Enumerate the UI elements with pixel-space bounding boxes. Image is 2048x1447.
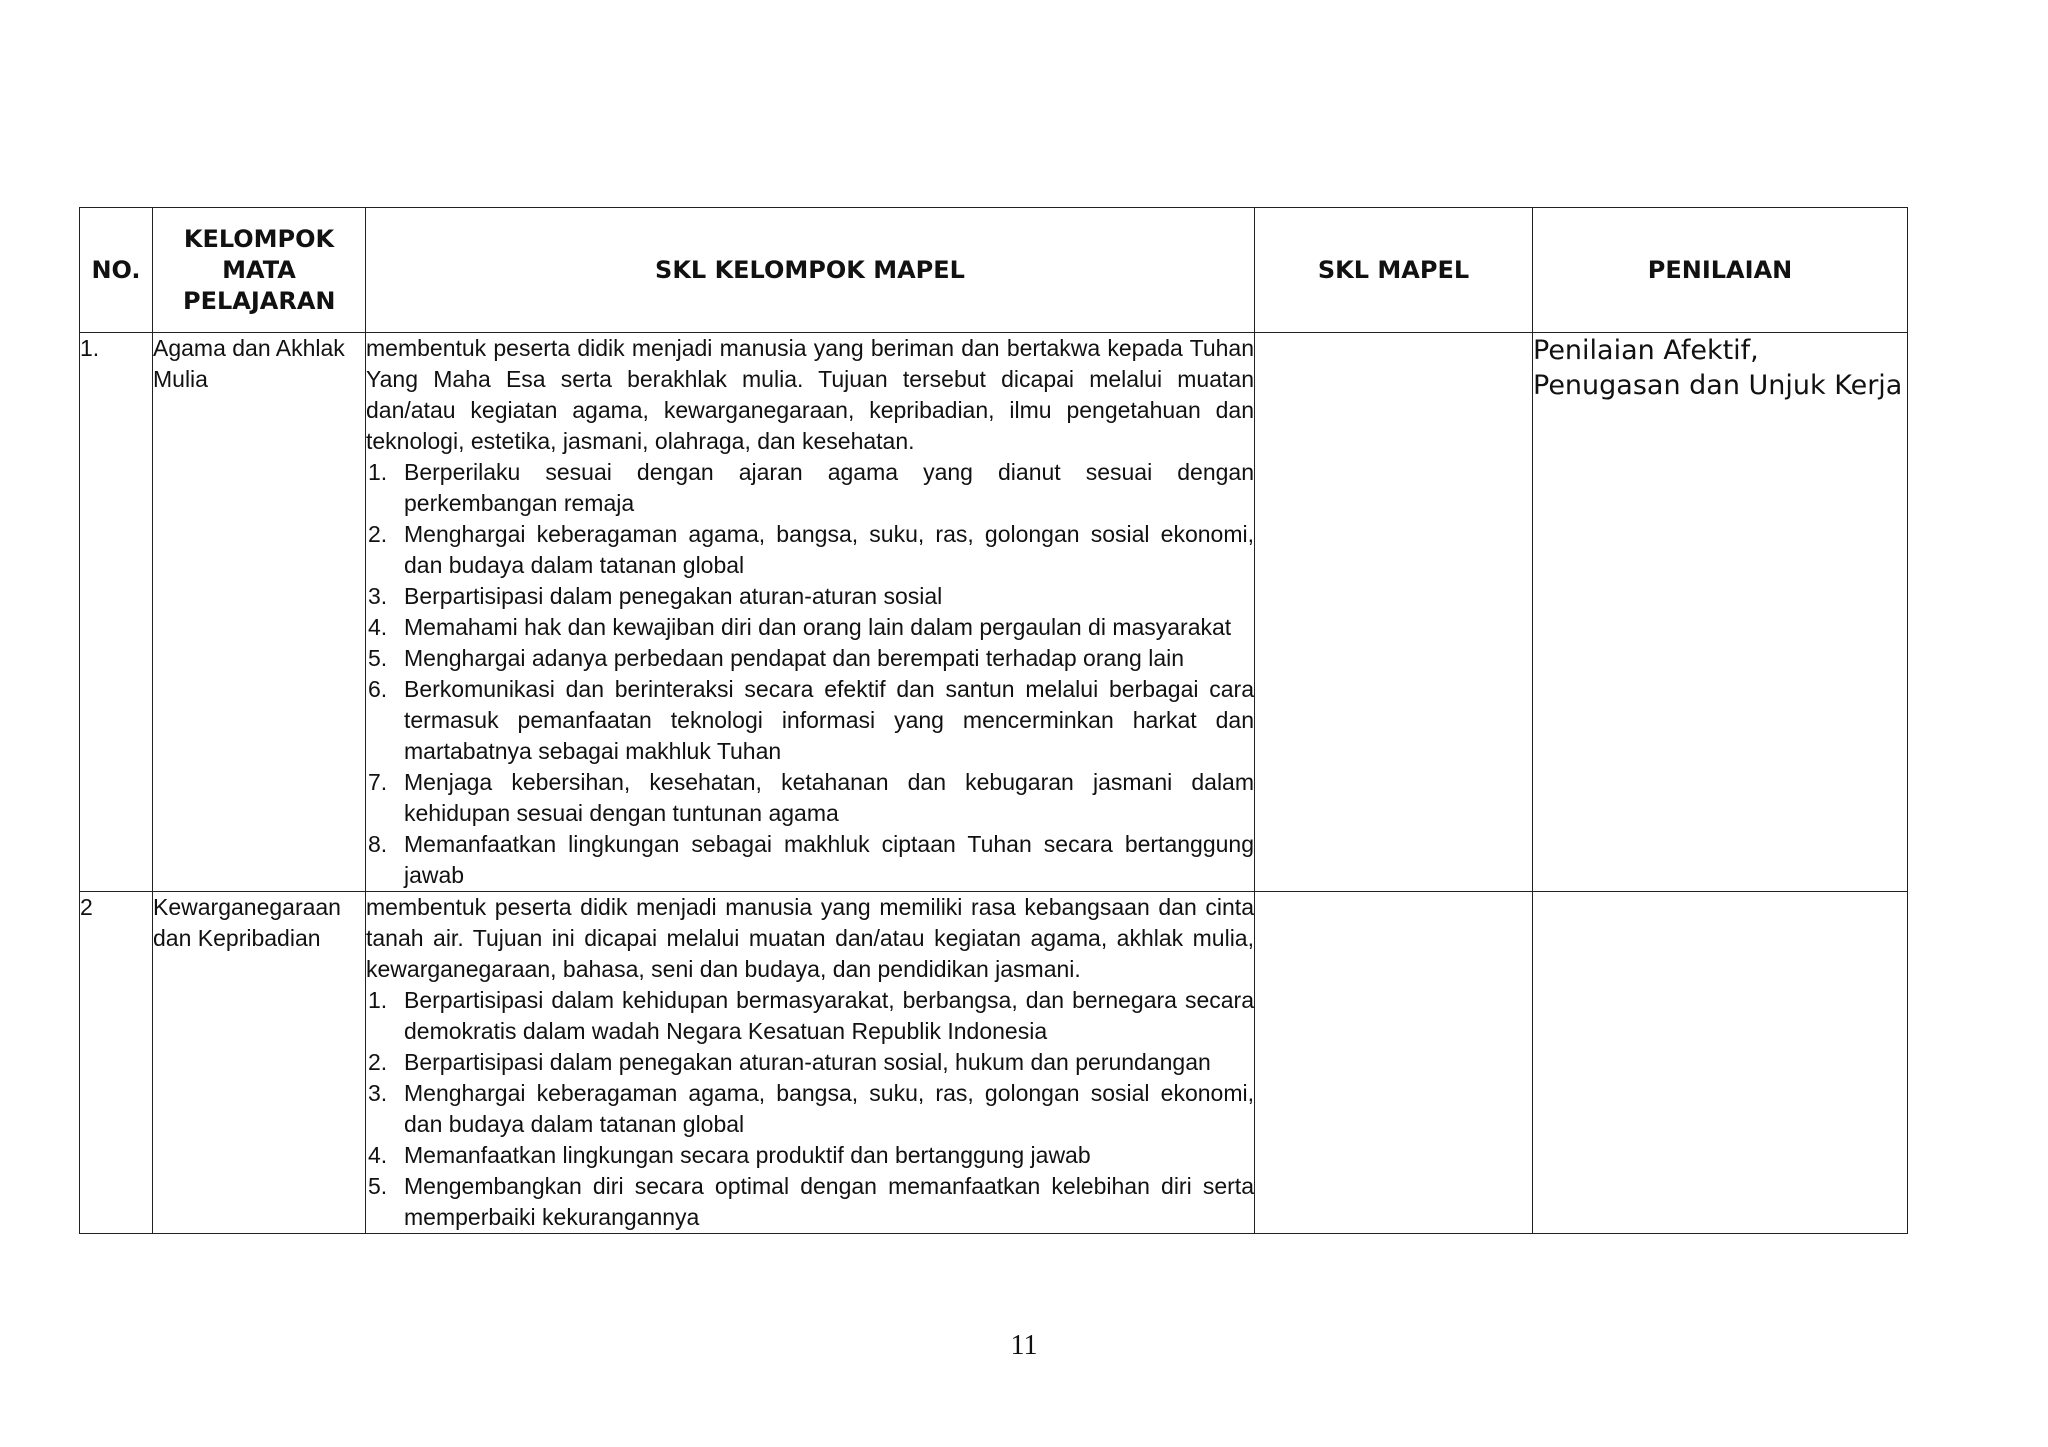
skl-list xyxy=(366,457,1254,891)
item-number: 3. xyxy=(368,583,388,609)
table-header-row xyxy=(80,208,1908,333)
list-item xyxy=(366,829,1254,891)
page-number: 11 xyxy=(1010,1330,1038,1361)
item-number: 7. xyxy=(368,769,388,795)
item-number: 4. xyxy=(368,1142,388,1168)
row-kelompok: Agama dan Akhlak Mulia xyxy=(153,333,366,892)
item-number: 1. xyxy=(368,459,388,485)
item-text: Berpartisipasi dalam penegakan aturan-aturan sosial xyxy=(404,583,943,609)
list-item xyxy=(366,457,1254,519)
row-kelompok: Kewarganegaraan dan Kepribadian xyxy=(153,892,366,1234)
row-skl-mapel xyxy=(1255,892,1533,1234)
item-number: 3. xyxy=(368,1080,388,1106)
item-number: 1. xyxy=(368,987,388,1013)
list-item xyxy=(366,767,1254,829)
item-number: 2. xyxy=(368,521,388,547)
skl-list xyxy=(366,985,1254,1233)
list-item xyxy=(366,1140,1254,1171)
row-penilaian: Penilaian Afektif, Penugasan dan Unjuk Kerja xyxy=(1533,333,1908,892)
item-text: Menghargai keberagaman agama, bangsa, suku, ras, golongan sosial ekonomi, dan budaya dalam tatanan global xyxy=(404,521,1254,578)
row-skl-mapel xyxy=(1255,333,1533,892)
header-no: NO. xyxy=(80,208,153,333)
header-penilaian: PENILAIAN xyxy=(1533,208,1908,333)
item-number: 6. xyxy=(368,676,388,702)
list-item xyxy=(366,519,1254,581)
list-item xyxy=(366,612,1254,643)
table-row xyxy=(80,333,1908,892)
header-skl-mapel: SKL MAPEL xyxy=(1255,208,1533,333)
list-item xyxy=(366,1047,1254,1078)
list-item xyxy=(366,1078,1254,1140)
list-item xyxy=(366,1171,1254,1233)
item-text: Menghargai adanya perbedaan pendapat dan berempati terhadap orang lain xyxy=(404,645,1185,671)
item-number: 4. xyxy=(368,614,388,640)
table-row xyxy=(80,892,1908,1234)
item-text: Berpartisipasi dalam penegakan aturan-aturan sosial, hukum dan perundangan xyxy=(404,1049,1211,1075)
item-text: Berkomunikasi dan berinteraksi secara efektif dan santun melalui berbagai cara termasuk pemanfaatan teknologi informasi yang mencerminkan harkat dan martabatnya sebagai makhluk Tuhan xyxy=(404,676,1254,764)
item-text: Memanfaatkan lingkungan sebagai makhluk ciptaan Tuhan secara bertanggung jawab xyxy=(404,831,1254,888)
item-number: 5. xyxy=(368,1173,388,1199)
item-number: 8. xyxy=(368,831,388,857)
list-item xyxy=(366,643,1254,674)
list-item xyxy=(366,674,1254,767)
row-no: 1. xyxy=(80,333,153,892)
skl-intro: membentuk peserta didik menjadi manusia yang beriman dan bertakwa kepada Tuhan Yang Maha Esa serta berakhlak mulia. Tujuan tersebut dicapai melalui muatan dan/atau kegiatan agama, kewarganegaraan, kepribadian, ilmu pengetahuan dan teknologi, estetika, jasmani, olahraga, dan kesehatan. xyxy=(366,335,1254,454)
item-number: 2. xyxy=(368,1049,388,1075)
header-kelompok: KELOMPOK MATA PELAJARAN xyxy=(153,208,366,333)
item-text: Berperilaku sesuai dengan ajaran agama yang dianut sesuai dengan perkembangan remaja xyxy=(404,459,1254,516)
row-penilaian xyxy=(1533,892,1908,1234)
header-skl-kelompok: SKL KELOMPOK MAPEL xyxy=(366,208,1255,333)
row-skl-kelompok xyxy=(366,892,1255,1234)
item-text: Menghargai keberagaman agama, bangsa, suku, ras, golongan sosial ekonomi, dan budaya dalam tatanan global xyxy=(404,1080,1254,1137)
skl-intro: membentuk peserta didik menjadi manusia yang memiliki rasa kebangsaan dan cinta tanah air. Tujuan ini dicapai melalui muatan dan/atau kegiatan agama, akhlak mulia, kewarganegaraan, bahasa, seni dan budaya, dan pendidikan jasmani. xyxy=(366,894,1254,982)
skl-table xyxy=(79,207,1908,1234)
list-item xyxy=(366,581,1254,612)
item-text: Menjaga kebersihan, kesehatan, ketahanan dan kebugaran jasmani dalam kehidupan sesuai dengan tuntunan agama xyxy=(404,769,1254,826)
item-number: 5. xyxy=(368,645,388,671)
row-no: 2 xyxy=(80,892,153,1234)
row-skl-kelompok xyxy=(366,333,1255,892)
item-text: Memanfaatkan lingkungan secara produktif dan bertanggung jawab xyxy=(404,1142,1091,1168)
item-text: Mengembangkan diri secara optimal dengan memanfaatkan kelebihan diri serta memperbaiki kekurangannya xyxy=(404,1173,1254,1230)
list-item xyxy=(366,985,1254,1047)
item-text: Memahami hak dan kewajiban diri dan orang lain dalam pergaulan di masyarakat xyxy=(404,614,1232,640)
item-text: Berpartisipasi dalam kehidupan bermasyarakat, berbangsa, dan bernegara secara demokratis dalam wadah Negara Kesatuan Republik Indonesia xyxy=(404,987,1254,1044)
